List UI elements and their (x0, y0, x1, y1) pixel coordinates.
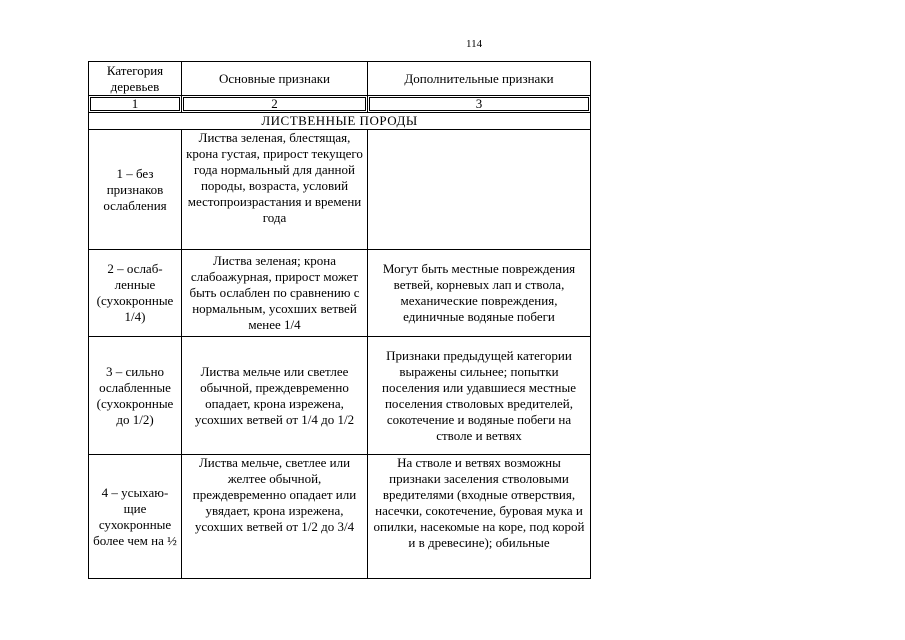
header-main-signs: Основные признаки (182, 62, 368, 96)
table-row (89, 337, 591, 455)
additional-signs-cell: Признаки предыдущей категории выражены сильнее; попытки поселения или удавшиеся местные поселения стволовых вредителей, сокотечение и водяные побеги на стволе и ветвях (368, 337, 591, 455)
section-title: ЛИСТВЕННЫЕ ПОРОДЫ (89, 113, 591, 130)
main-signs-cell: Листва зеленая, блестящая, крона густая, прирост текущего года нормальный для данной породы, возраста, условий местопроизрастания и времени года (182, 130, 368, 250)
header-category: Категория деревьев (89, 62, 182, 96)
category-cell: 1 – без признаков ослабления (89, 130, 182, 250)
column-number-3: 3 (369, 97, 589, 111)
column-number-2: 2 (183, 97, 366, 111)
section-row (89, 113, 591, 130)
category-cell: 3 – сильно ослабленные (сухокронные до 1/2) (89, 337, 182, 455)
category-cell: 2 – ослаб-ленные (сухокронные 1/4) (89, 250, 182, 337)
header-row (89, 62, 591, 96)
main-signs-cell: Листва мельче или светлее обычной, преждевременно опадает, крона изрежена, усохших ветвей от 1/4 до 1/2 (182, 337, 368, 455)
additional-signs-cell: На стволе и ветвях возможны признаки заселения стволовыми вредителями (входные отверствия, насечки, сокотечение, буровая мука и опилки, насекомые на коре, под корой и в древесине); обильные (368, 455, 591, 579)
column-number-row (89, 96, 591, 113)
column-number-1: 1 (90, 97, 180, 111)
header-additional-signs: Дополнительные признаки (368, 62, 591, 96)
main-signs-cell: Листва зеленая; крона слабоажурная, прирост может быть ослаблен по сравнению с нормальным, усохших ветвей менее 1/4 (182, 250, 368, 337)
additional-signs-cell: Могут быть местные повреждения ветвей, корневых лап и ствола, механические повреждения, единичные водяные побеги (368, 250, 591, 337)
table-row (89, 130, 591, 250)
table-row (89, 250, 591, 337)
additional-signs-cell (368, 130, 591, 250)
main-signs-cell: Листва мельче, светлее или желтее обычной, преждевременно опадает или увядает, крона изрежена, усохших ветвей от 1/2 до 3/4 (182, 455, 368, 579)
category-cell: 4 – усыхаю-щие сухокронные более чем на ½ (89, 455, 182, 579)
tree-category-table (88, 61, 591, 579)
table-row (89, 455, 591, 579)
page-number: 114 (466, 38, 483, 50)
